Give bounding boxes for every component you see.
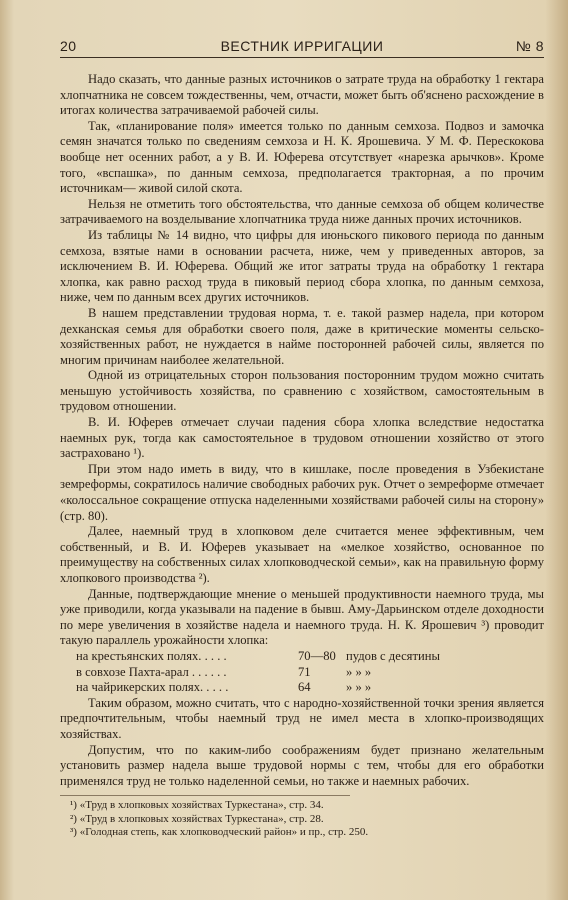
paragraph: В. И. Юферев отмечает случаи падения сбора хлопка вследствие недостатка наемных рук, тогда как самостоятельное в трудовом отношении хозяйство от этого застраховано ¹). (60, 415, 544, 461)
yield-row (76, 680, 544, 696)
footnote: ²) «Труд в хлопковых хозяйствах Туркестана», стр. 28. (70, 812, 324, 825)
article-body (60, 72, 544, 789)
paragraph: Так, «планирование поля» имеется только по данным семхоза. Подвоз и замочка семян значатся только по сведениям семхоза и Н. К. Ярошевича. У М. Ф. Перескокова вообще нет осенних работ, а у В. И. Юферева отсутствует «нарезка арычков». Кроме того, «вспашка», по данным семхоза, предполагается тракторная, а по прочим источникам— живой силой скота. (60, 118, 544, 196)
yield-table (60, 649, 544, 696)
paragraph: Одной из отрицательных сторон пользования посторонним трудом можно считать меньшую устойчивость хозяйства, по сравнению с хозяйством, самостоятельным в трудовом отношении. (60, 368, 544, 414)
yield-row (76, 665, 544, 681)
yield-label: на чайрикерских полях. . . . . (76, 680, 229, 695)
paragraph: В нашем представлении трудовая норма, т. е. такой размер надела, при котором дехканская семья для обработки своего поля, даже в критические моменты сельско-хозяйственных работ, не нуждается в найме посторонней рабочей силы, является по многим причинам наиболее желательной. (60, 305, 544, 367)
footnotes (60, 795, 369, 839)
issue-number: № 8 (515, 38, 544, 54)
paragraph: Данные, подтверждающие мнение о меньшей продуктивности наемного труда, мы уже приводили, когда указывали на падение в бывш. Аму-Дарьинском отделе доходности по мере увеличения в хозяйстве надела и наемного труда. Н. К. Ярошевич ³) проводит такую параллель урожайности хлопка: (60, 586, 544, 648)
yield-value: 71 (298, 664, 311, 679)
paragraph: Таким образом, можно считать, что с народно-хозяйственной точки зрения является предпочтительным, чтобы наемный труд не имел места в хлопко-производящих хозяйствах. (60, 695, 544, 741)
paragraph: Надо сказать, что данные разных источников о затрате труда на обработку 1 гектара хлопчатника не совсем тождественны, чем, отчасти, может быть об'яснено расхождение в итогах количества затрачиваемой рабочей силы. (60, 72, 544, 118)
paragraph: Далее, наемный труд в хлопковом деле считается менее эффективным, чем собственный, и В. И. Юферев указывает на «мелкое хозяйство, основанное по преимуществу на собственных силах хлопководческой семьи», как на правильную форму хлопкового производства ²). (60, 524, 544, 585)
page-number: 20 (60, 38, 77, 54)
yield-value: 64 (298, 680, 311, 695)
footnote: ¹) «Труд в хлопковых хозяйствах Туркестана», стр. 34. (70, 799, 324, 812)
footnote: ³) «Голодная степь, как хлопководческий район» и пр., стр. 250. (70, 826, 369, 839)
yield-label: в совхозе Пахта-арал . . . . . . (76, 664, 227, 679)
paragraph: Нельзя не отметить того обстоятельства, что данные семхоза об общем количестве затрачиваемого на возделывание хлопчатника труда ниже данных прочих источников. (60, 196, 544, 227)
paragraph: При этом надо иметь в виду, что в кишлаке, после проведения в Узбекистане земреформы, сократилось наличие свободных рабочих рук. Отчет о земреформе отмечает «колоссальное сокращение отпуска наделенными хозяйствами рабочей силы на сторону» (стр. 80). (60, 461, 544, 523)
yield-row (76, 649, 544, 665)
running-header (60, 38, 544, 58)
journal-title: ВЕСТНИК ИРРИГАЦИИ (220, 38, 384, 54)
yield-value: 70—80 (298, 648, 336, 663)
yield-unit: » » » (346, 664, 372, 679)
yield-unit: пудов с десятины (346, 648, 440, 663)
yield-unit: » » » (346, 680, 372, 695)
paragraph: Допустим, что по каким-либо соображениям будет признано желательным установить размер надела выше трудовой нормы с тем, чтобы для его обработки применялся труд не только наделенной семьи, но также и наемных рабочих. (60, 742, 544, 788)
paragraph: Из таблицы № 14 видно, что цифры для июньского пикового периода по данным семхоза, взятые нами в основании расчета, ниже, чем у приведенных авторов, за исключением В. И. Юферева. Общий же итог затраты труда на обработку 1 гектара хлопка, как равно расход труда в пиковый период сбора хлопка, по данным семхоза, ниже, чем по данным всех других источников. (60, 227, 544, 305)
yield-label: на крестьянских полях. . . . . (76, 648, 227, 663)
